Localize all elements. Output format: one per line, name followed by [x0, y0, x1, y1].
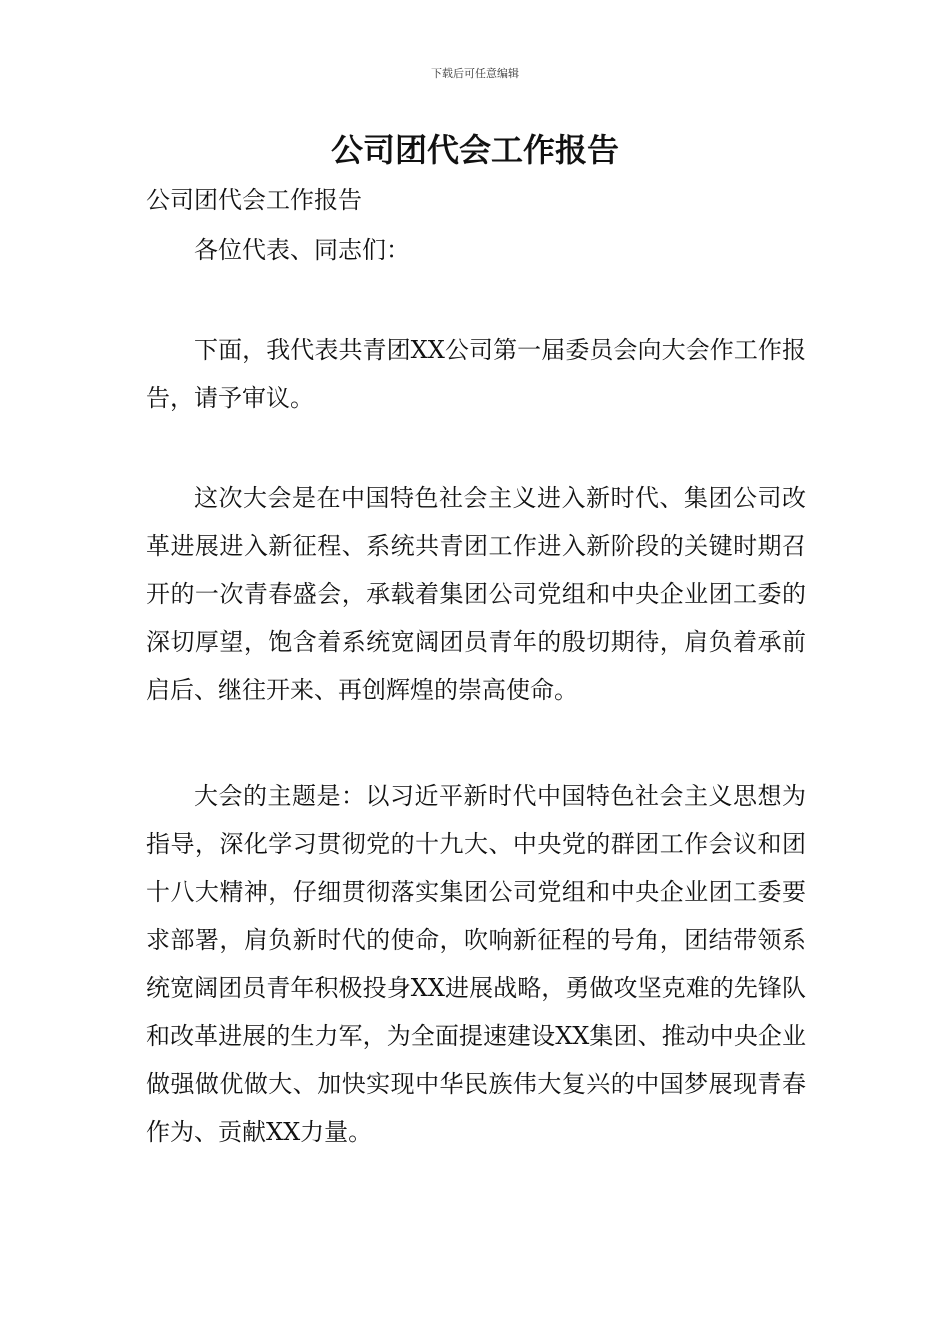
paragraph-2: 这次大会是在中国特色社会主义进入新时代、集团公司改革进展进入新征程、系统共青团工作进入新阶段的关键时期召开的一次青春盛会，承载着集团公司党组和中央企业团工委的深切厚望，饱含着系统宽阔团员青年的殷切期待，肩负着承前启后、继往开来、再创辉煌的崇高使命。 — [146, 484, 806, 704]
paragraph-1: 下面，我代表共青团XX公司第一届委员会向大会作工作报告，请予审议。 — [146, 336, 806, 412]
paragraph-3: 大会的主题是：以习近平新时代中国特色社会主义思想为指导，深化学习贯彻党的十九大、中央党的群团工作会议和团十八大精神，仔细贯彻落实集团公司党组和中央企业团工委要求部署，肩负新时代的使命，吹响新征程的号角，团结带领系统宽阔团员青年积极投身XX进展战略，勇做攻坚克难的先锋队和改革进展的生力军，为全面提速建设XX集团、推动中央企业做强做优做大、加快实现中华民族伟大复兴的中国梦展现青春作为、贡献XX力量。 — [146, 782, 806, 1146]
document-subtitle: 公司团代会工作报告 — [146, 186, 362, 214]
header-note: 下载后可任意编辑 — [431, 67, 519, 80]
document-title: 公司团代会工作报告 — [330, 131, 619, 169]
greeting: 各位代表、同志们： — [194, 236, 410, 264]
